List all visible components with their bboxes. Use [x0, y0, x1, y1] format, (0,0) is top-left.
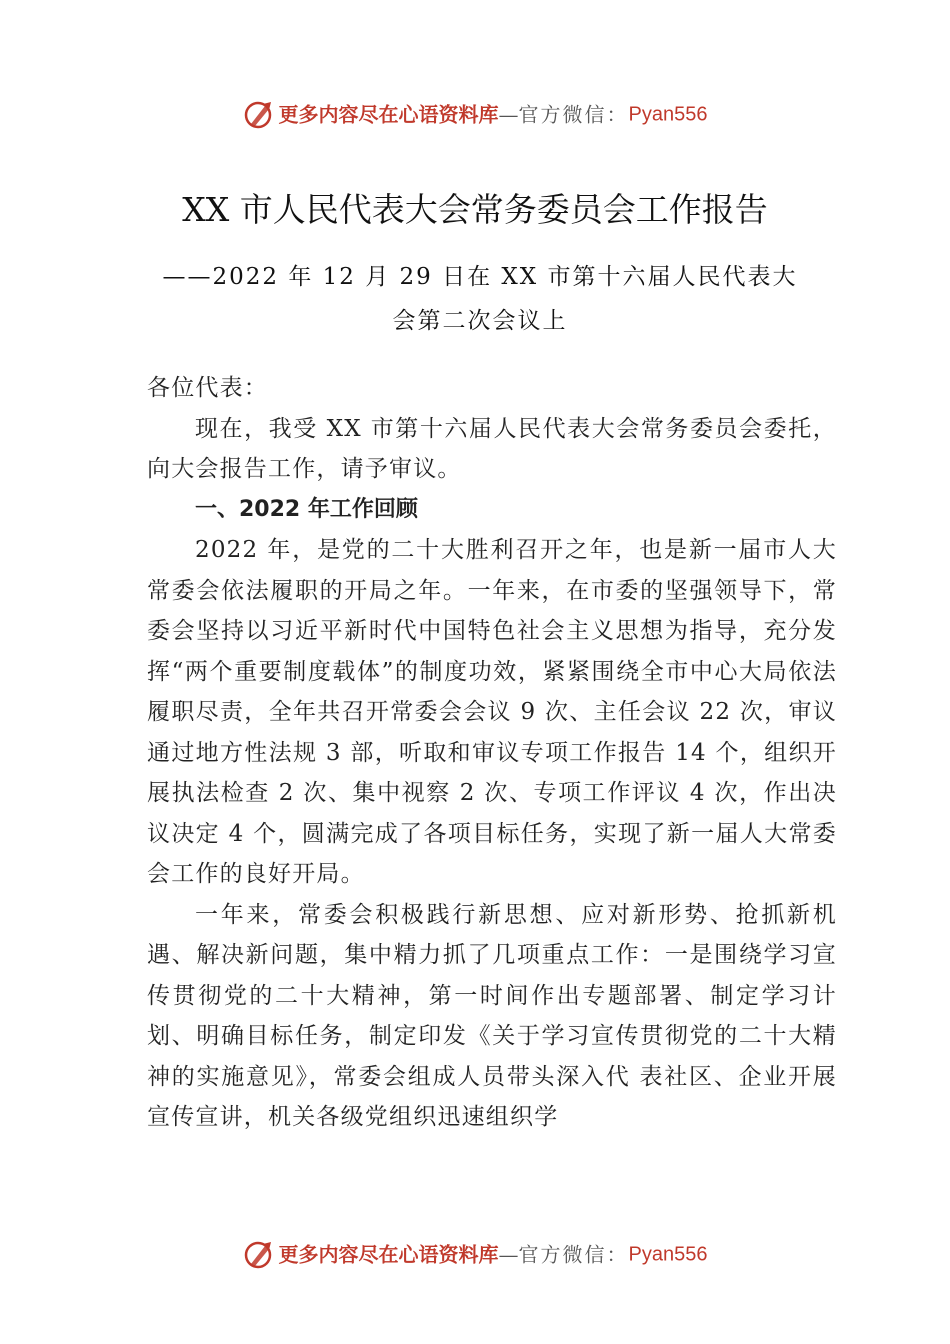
watermark-label: 官方微信：: [518, 1242, 629, 1267]
watermark-main-text: 更多内容尽在心语资料库: [278, 1242, 499, 1267]
watermark-separator: —: [498, 102, 519, 127]
watermark-wechat-id: Pyan556: [628, 103, 708, 126]
body-paragraph-1: 2022 年，是党的二十大胜利召开之年，也是新一届市人大常委会依法履职的开局之年。一年来，在市委的坚强领导下，常委会坚持以习近平新时代中国特色社会主义思想为指导，充分发挥“两个重要制度载体”的制度功效，紧紧围绕全市中心大局依法履职尽责，全年共召开常委会会议 9 次、主任会议 22 次，审议通过地方性法规 3 部，听取和审议专项工作报告 14 个，组织开展执法检查 2 次、集中视察 2 次、专项工作评议 4 次，作出决议决定 4 个，圆满完成了各项目标任务，实现了新一届人大常委会工作的良好开局。: [147, 537, 837, 887]
pen-nib-logo-icon: [243, 1238, 275, 1270]
watermark-separator: —: [498, 1242, 519, 1267]
document-title: XX 市人民代表大会常务委员会工作报告: [182, 190, 768, 229]
watermark-wechat-id: Pyan556: [628, 1243, 708, 1266]
document-subtitle: ——2022 年 12 月 29 日在 XX 市第十六届人民代表大会第二次会议上: [162, 264, 798, 334]
watermark-label: 官方微信：: [518, 102, 629, 127]
body-paragraph-2: 一年来，常委会积极践行新思想、应对新形势、抢抓新机遇、解决新问题，集中精力抓了几项重点工作：一是围绕学习宣传贯彻党的二十大精神，第一时间作出专题部署、制定学习计划、明确目标任务，制定印发《关于学习宣传贯彻党的二十大精神的实施意见》，常委会组成人员带头深入代 表社区、企业开展宣传宣讲，机关各级党组织迅速组织学: [147, 901, 837, 1130]
document-body: [147, 368, 837, 1138]
intro-paragraph: 现在，我受 XX 市第十六届人民代表大会常务委员会委托，向大会报告工作，请予审议。: [147, 415, 837, 482]
salutation: 各位代表：: [147, 375, 268, 401]
pen-nib-logo-icon: [243, 98, 275, 130]
watermark-banner-top: [0, 98, 950, 130]
section-heading: 一、2022 年工作回顾: [195, 496, 418, 522]
watermark-main-text: 更多内容尽在心语资料库: [278, 102, 499, 127]
watermark-banner-bottom: [0, 1238, 950, 1270]
